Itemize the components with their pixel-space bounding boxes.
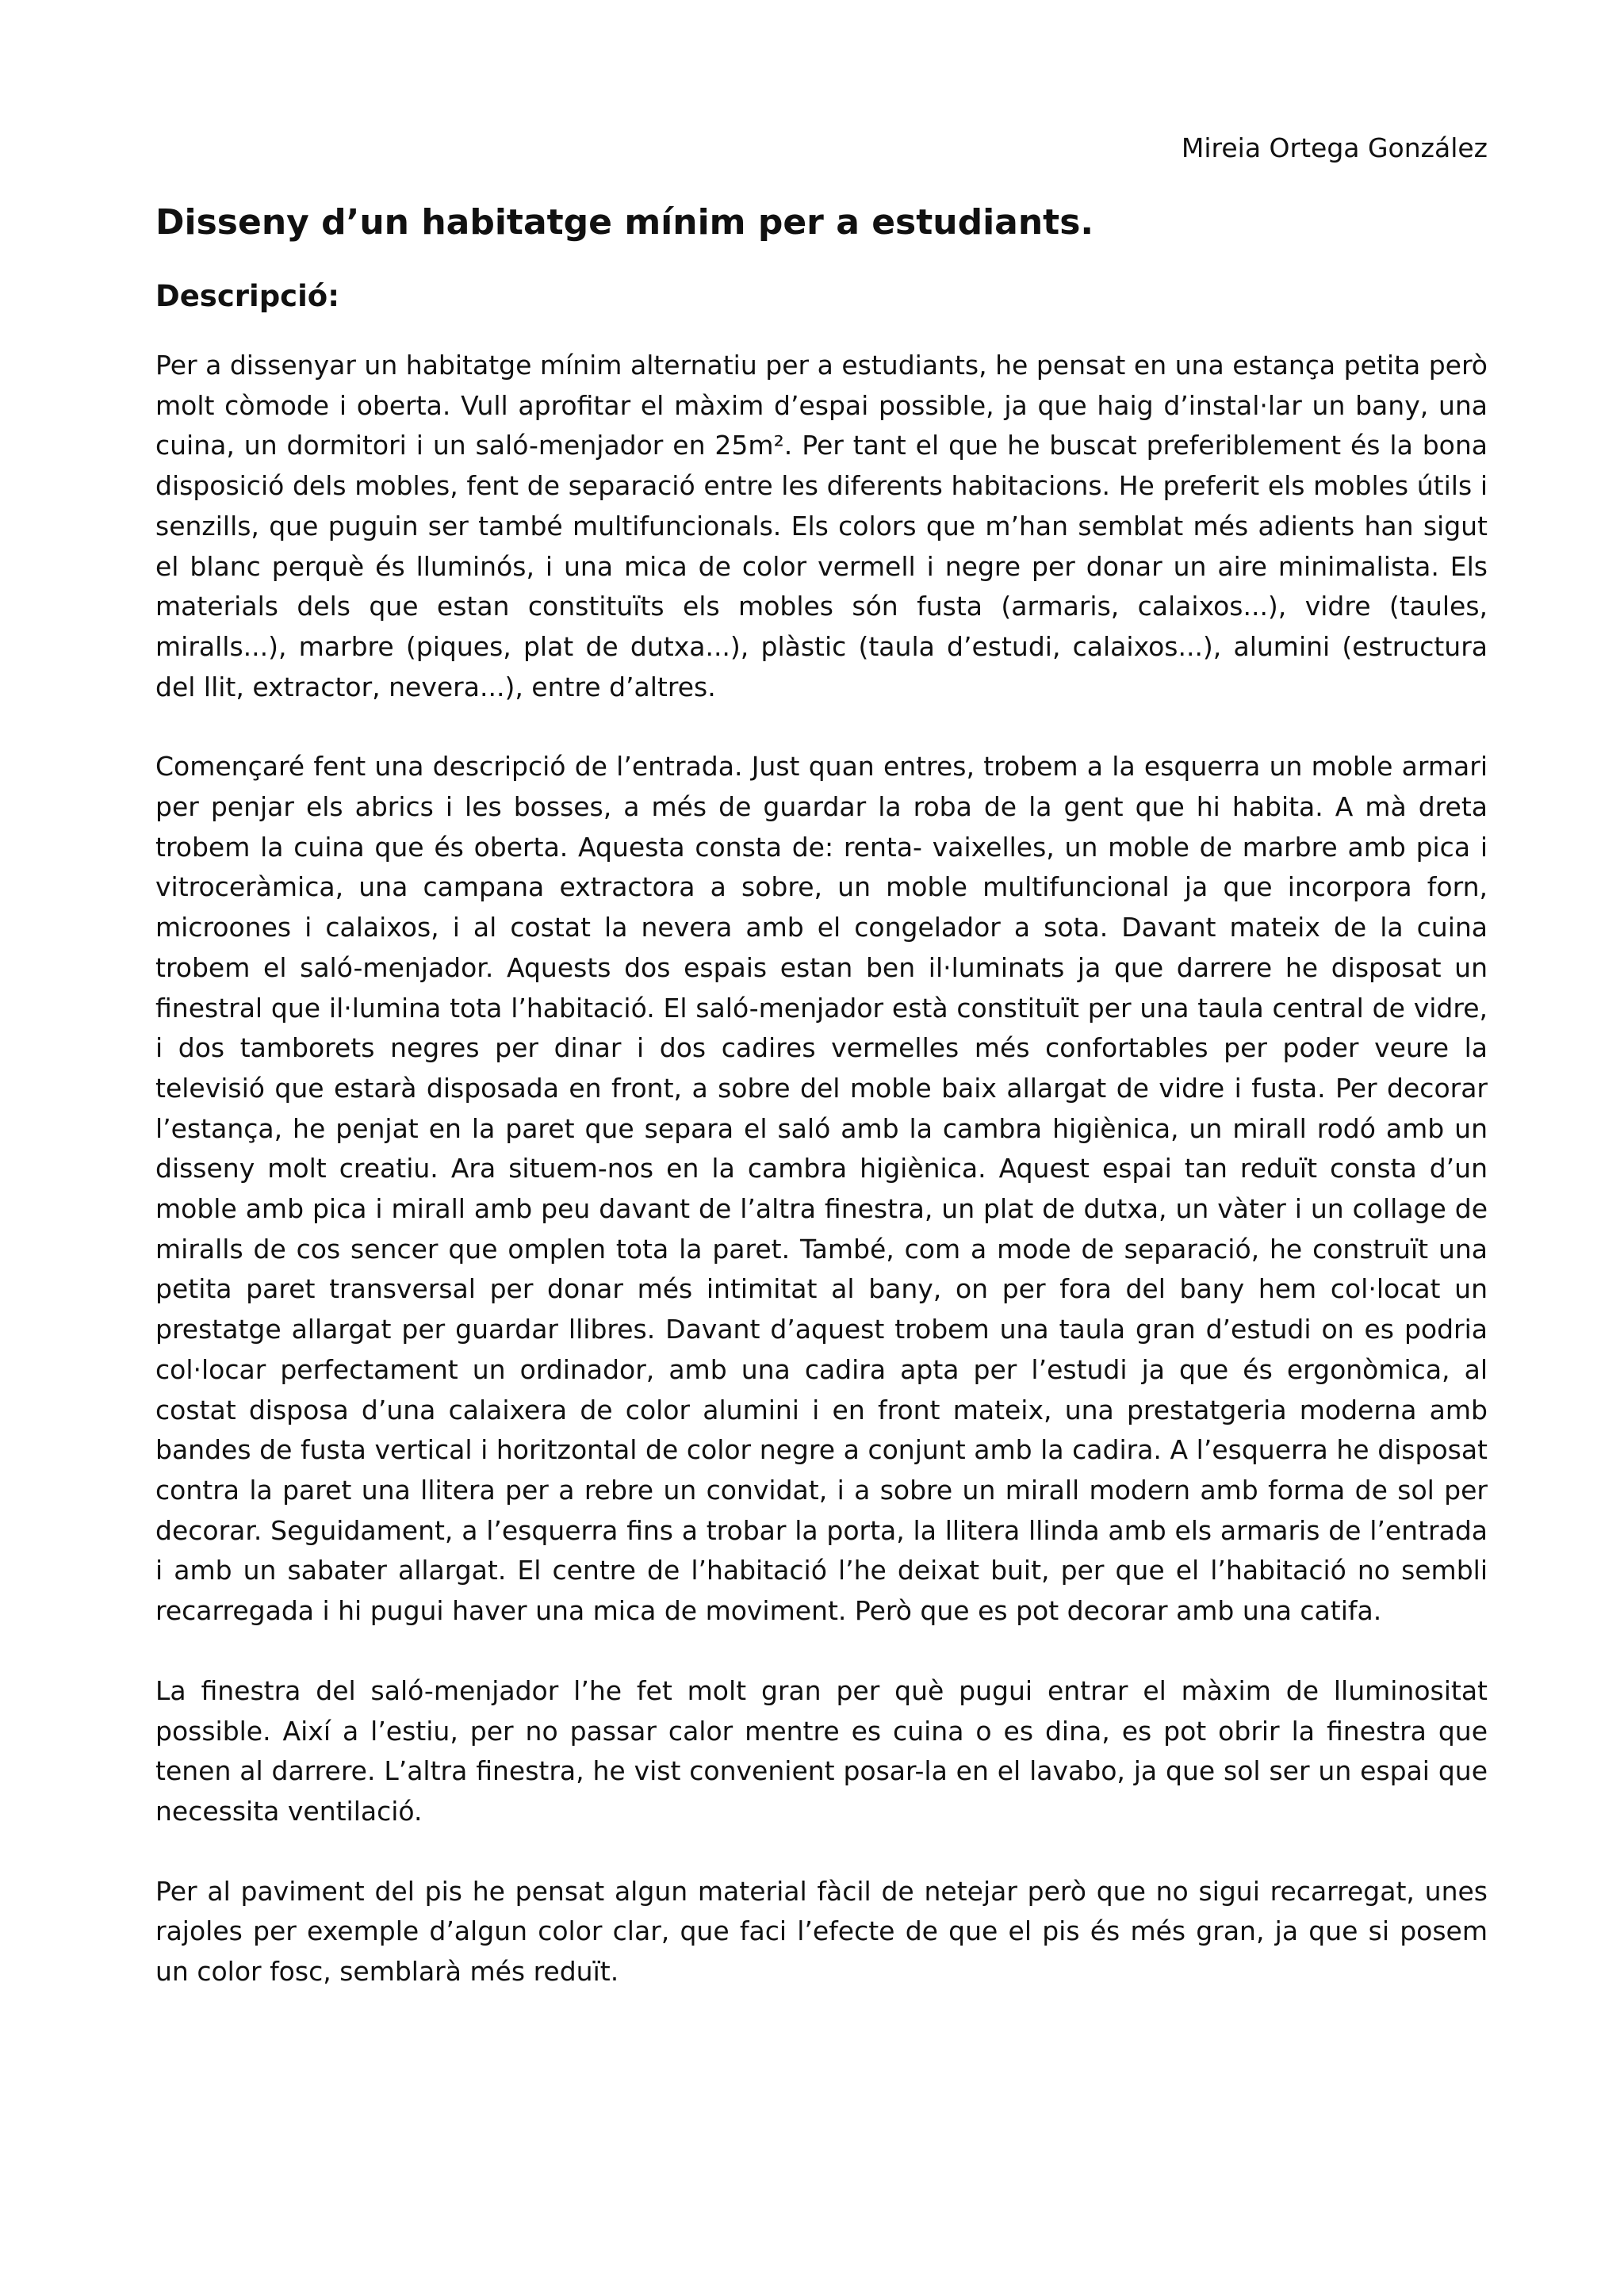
paragraph-3: La finestra del saló-menjador l’he fet molt gran per què pugui entrar el màxim de lluminositat possible. Així a l’estiu, per no passar calor mentre es cuina o es dina, es pot obrir la finestra que tenen al darrere. L’altra finestra, he vist convenient posar-la en el lavabo, ja que sol ser un espai que necessita ventilació. — [155, 1674, 1488, 1827]
paragraph-2: Començaré fent una descripció de l’entrada. Just quan entres, trobem a la esquerra un moble armari per penjar els abrics i les bosses, a més de guardar la roba de la gent que hi habita. A mà dreta trobem la cuina que és oberta. Aquesta consta de: renta- vaixelles, un moble de marbre amb pica i vitroceràmica, una campana extractora a sobre, un moble multifuncional ja que incorpora forn, microones i calaixos, i al costat la nevera amb el congelador a sota. Davant mateix de la cuina trobem el saló-menjador. Aquests dos espais estan ben il·luminats ja que darrere he disposat un finestral que il·lumina tota l’habitació. El saló-menjador està constituït per una taula central de vidre, i dos tamborets negres per dinar i dos cadires vermelles més confortables per poder veure la televisió que estarà disposada en front, a sobre del moble baix allargat de vidre i fusta. Per decorar l’estança, he penjat en la paret que separa el saló amb la cambra higiènica, un mirall rodó amb un disseny molt creatiu. Ara situem-nos en la cambra higiènica. Aquest espai tan reduït consta d’un moble amb pica i mirall amb peu davant de l’altra finestra, un plat de dutxa, un vàter i un collage de miralls de cos sencer que omplen tota la paret. També, com a mode de separació, he construït una petita paret transversal per donar més intimitat al bany, on per fora del bany hem col·locat un prestatge allargat per guardar llibres. Davant d’aquest trobem una taula gran d’estudi on es podria col·locar perfectament un ordinador, amb una cadira apta per l’estudi ja que és ergonòmica, al costat disposa d’una calaixera de color alumini i en front mateix, una prestatgeria moderna amb bandes de fusta vertical i horitzontal de color negre a conjunt amb la cadira. A l’esquerra he disposat contra la paret una llitera per a rebre un convidat, i a sobre un mirall modern amb forma de sol per decorar. Seguidament, a l’esquerra fins a trobar la porta, la llitera llinda amb els armaris de l’entrada i amb un sabater allargat. El centre de l’habitació l’he deixat buit, per que el l’habitació no sembli recarregada i hi pugui haver una mica de moviment. Però que es pot decorar amb una catifa. — [155, 751, 1488, 1627]
author-name: Mireia Ortega González — [1181, 132, 1488, 163]
document-title: Disseny d’un habitatge mínim per a estudiants. — [155, 202, 1094, 243]
document-body — [155, 346, 1488, 2032]
section-heading: Descripció: — [155, 279, 340, 313]
paragraph-4: Per al paviment del pis he pensat algun material fàcil de netejar però que no sigui recarregat, unes rajoles per exemple d’algun color clar, que faci l’efecte de que el pis és més gran, ja que si posem un color fosc, semblarà més reduït. — [155, 1875, 1488, 1988]
paragraph-1: Per a dissenyar un habitatge mínim alternatiu per a estudiants, he pensat en una estança petita però molt còmode i oberta. Vull aprofitar el màxim d’espai possible, ja que haig d’instal·lar un bany, una cuina, un dormitori i un saló-menjador en 25m². Per tant el que he buscat preferiblement és la bona disposició dels mobles, fent de separació entre les diferents habitacions. He preferit els mobles útils i senzills, que puguin ser també multifuncionals. Els colors que m’han semblat més adients han sigut el blanc perquè és lluminós, i una mica de color vermell i negre per donar un aire minimalista. Els materials dels que estan constituïts els mobles són fusta (armaris, calaixos...), vidre (taules, miralls...), marbre (piques, plat de dutxa...), plàstic (taula d’estudi, calaixos...), alumini (estructura del llit, extractor, nevera...), entre d’altres. — [155, 350, 1488, 702]
